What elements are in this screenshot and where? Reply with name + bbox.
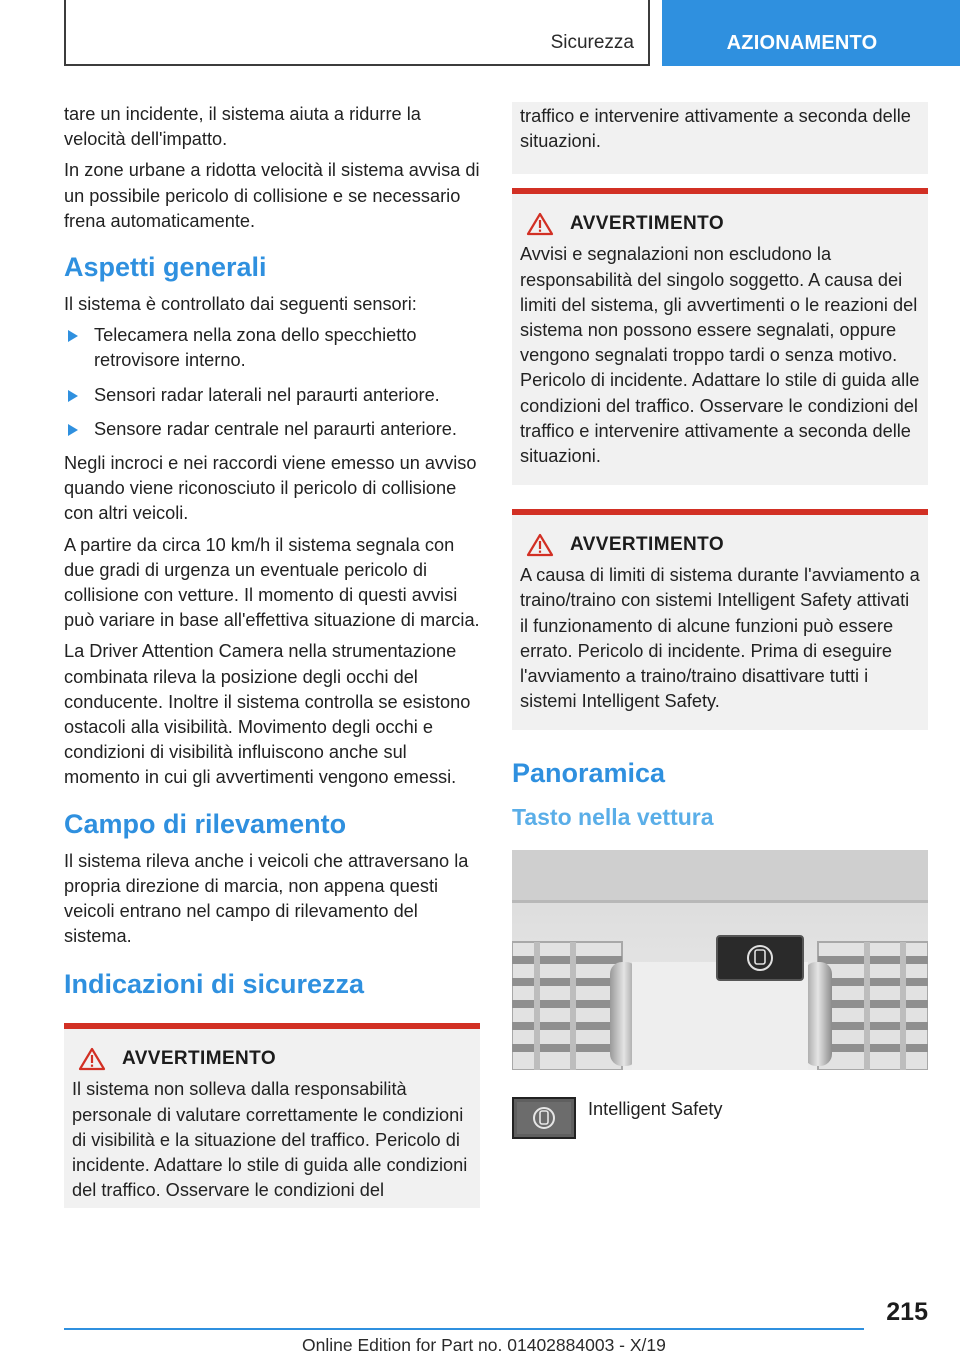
header-section-tab [64,0,650,66]
warning-box-continued [512,102,928,174]
warning-title: AVVERTIMENTO [122,1048,276,1070]
button-label: Intelligent Safety [588,1099,723,1120]
warning-header [520,212,922,236]
list-item: Telecamera nella zona dello specchietto retrovisore interno. [64,323,480,373]
warning-triangle-icon [78,1047,106,1071]
intelligent-safety-button-icon [512,1097,576,1139]
bullet-triangle-icon [68,330,78,342]
heading-panoramica: Panoramica [512,758,666,789]
page-number: 215 [886,1298,928,1326]
warning-triangle-icon [526,212,554,236]
paragraph: A partire da circa 10 km/h il sistema segnala con due gradi di urgenza un eventuale pericolo di collisione con vetture. Il momento di questi avvisi può variare in base all'effettiva situazione di marcia. [64,534,480,631]
warning-box [64,1023,480,1207]
header-chapter-tab [662,0,960,66]
warning-title: AVVERTIMENTO [570,213,724,235]
warning-box [512,188,928,485]
heading-indicazioni-di-sicurezza: Indicazioni di sicurezza [64,969,365,1000]
warning-text: traffico e intervenire attivamente a seconda delle situazioni. [520,106,911,152]
right-column [512,102,928,1139]
paragraph: tare un incidente, il sistema aiuta a ridurre la velocità dell'impatto. [64,104,421,150]
paragraph: La Driver Attention Camera nella strumentazione combinata rileva la posizione degli occhi del conducente. Inoltre il sistema controlla se esistono ostacoli alla visibilità. Movimento degli occhi e condizioni di visibilità influiscono anche sul momento in cui gli avvertimenti vengono emessi. [64,641,471,788]
paragraph: Il sistema è controllato dai seguenti sensori: [64,294,417,315]
warning-title: AVVERTIMENTO [570,534,724,556]
bullet-triangle-icon [68,424,78,436]
heading-tasto-nella-vettura: Tasto nella vettura [512,804,714,831]
heading-campo-di-rilevamento: Campo di rilevamento [64,808,347,839]
list-item: Sensore radar centrale nel paraurti anteriore. [64,417,480,442]
footer-edition: Online Edition for Part no. 01402884003 - X/19 [302,1335,666,1355]
sensor-list [64,323,480,442]
warning-triangle-icon [526,533,554,557]
chapter-title: AZIONAMENTO [726,32,878,54]
warning-text: A causa di limiti di sistema durante l'avviamento a traino/traino con sistemi Intelligent Safety attivati il funzionamento di alcune funzioni può essere errato. Pericolo di incidente. Prima di eseguire l'avviamento a traino/traino disattivare tutti i sistemi Intelligent Safety. [520,565,920,712]
paragraph: In zone urbane a ridotta velocità il sistema avvisa di un possibile pericolo di collisione e se necessario frena automaticamente. [64,160,480,231]
warning-header [520,533,922,557]
section-title: Sicurezza [550,32,634,53]
warning-text: Avvisi e segnalazioni non escludono la responsabilità del singolo soggetto. A causa dei limiti del sistema, gli avvertimenti o le reazioni del sistema non possono essere segnalati, oppure vengono segnalati troppo tardi o senza motivo. Pericolo di incidente. Adattare lo stile di guida alle condizioni del traffico. Osservare le condizioni del traffico e intervenire attivamente a seconda delle situazioni. [520,244,920,467]
bullet-triangle-icon [68,390,78,402]
button-legend-row [512,1097,928,1139]
heading-aspetti-generali: Aspetti generali [64,252,267,283]
footer-divider [64,1328,864,1330]
car-button-photo [512,850,928,1070]
warning-box [512,509,928,730]
list-item: Sensori radar laterali nel paraurti anteriore. [64,383,480,408]
left-column [64,102,480,1216]
warning-text: Il sistema non solleva dalla responsabilità personale di valutare correttamente le condizioni di visibilità e la situazione del traffico. Pericolo di incidente. Adattare lo stile di guida alle condizioni del traffico. Osservare le condizioni del [72,1079,468,1201]
warning-header [72,1047,474,1071]
paragraph: Negli incroci e nei raccordi viene emesso un avviso quando viene riconosciuto il pericolo di collisione con altri veicoli. [64,453,477,524]
paragraph: Il sistema rileva anche i veicoli che attraversano la propria direzione di marcia, non appena questi veicoli entrano nel campo di rilevamento del sistema. [64,850,469,947]
